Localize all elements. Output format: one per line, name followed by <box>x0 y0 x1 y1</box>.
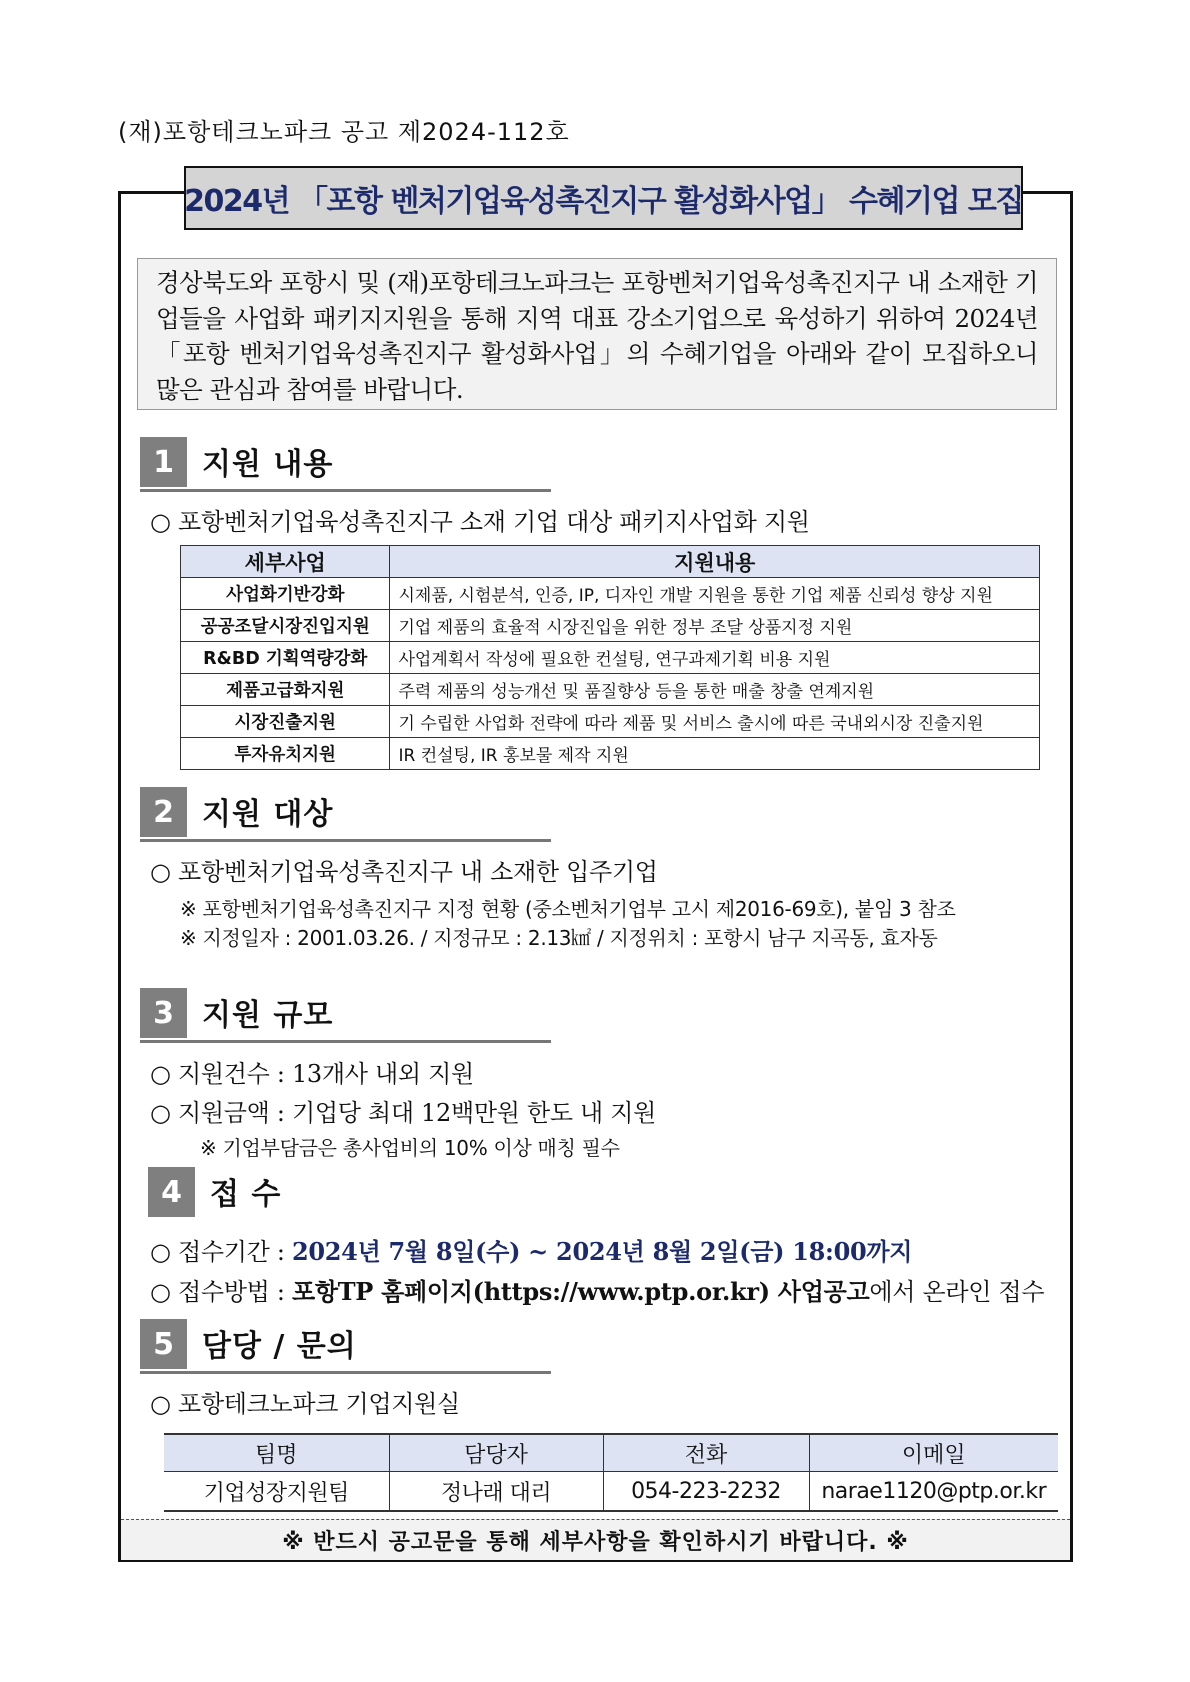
page-title: 2024년 「포항 벤처기업육성촉진지구 활성화사업」 수혜기업 모집 <box>184 184 1023 219</box>
support-amount: ○ 지원금액 : 기업당 최대 12백만원 한도 내 지원 <box>150 1099 657 1127</box>
program-name: 제품고급화지원 <box>181 674 390 706</box>
program-description: 주력 제품의 성능개선 및 품질향상 등을 통한 매출 창출 연계지원 <box>390 674 1040 706</box>
section-number: 3 <box>140 988 187 1038</box>
table-header-cell: 전화 <box>603 1434 809 1472</box>
matching-note: ※ 기업부담금은 총사업비의 10% 이상 매칭 필수 <box>200 1136 620 1160</box>
section-title: 지원 내용 <box>202 447 334 482</box>
table-row <box>181 674 1040 706</box>
section-underline <box>140 1371 551 1374</box>
table-header-row <box>181 546 1040 578</box>
section-title: 지원 규모 <box>202 998 334 1033</box>
section-5-bullet: ○ 포항테크노파크 기업지원실 <box>150 1390 460 1418</box>
section-title: 지원 대상 <box>202 797 334 832</box>
table-row <box>181 706 1040 738</box>
program-description: 기 수립한 사업화 전략에 따라 제품 및 서비스 출시에 따른 국내외시장 진출지원 <box>390 706 1040 738</box>
table-row <box>181 610 1040 642</box>
table-header-cell: 이메일 <box>809 1434 1058 1472</box>
table-row <box>181 578 1040 610</box>
section-2-bullet: ○ 포항벤처기업육성촉진지구 내 소재한 입주기업 <box>150 858 658 886</box>
method-suffix: 에서 온라인 접수 <box>869 1278 1045 1306</box>
method-value: 포항TP 홈페이지(https://www.ptp.or.kr) 사업공고 <box>291 1277 870 1306</box>
table-row <box>181 642 1040 674</box>
section-underline <box>140 489 551 492</box>
support-count: ○ 지원건수 : 13개사 내외 지원 <box>150 1060 474 1088</box>
section-title: 접 수 <box>210 1177 282 1212</box>
section-underline <box>140 839 551 842</box>
method-label: ○ 접수방법 : <box>150 1278 285 1306</box>
email-address: narae1120@ptp.or.kr <box>809 1472 1058 1512</box>
footer-notice: ※ 반드시 공고문을 통해 세부사항을 확인하시기 바랍니다. ※ <box>121 1519 1070 1560</box>
intro-paragraph: 경상북도와 포항시 및 (재)포항테크노파크는 포항벤처기업육성촉진지구 내 소재한 기업들을 사업화 패키지지원을 통해 지역 대표 강소기업으로 육성하기 위하여 2024년「포항 벤처기업육성촉진지구 활성화사업」의 수혜기업을 아래와 같이 모집하오니 많은 관심과 참여를 바랍니다. <box>137 258 1057 410</box>
team-name: 기업성장지원팀 <box>164 1472 389 1512</box>
section-title: 담당 / 문의 <box>202 1329 357 1364</box>
designation-status-note: ※ 포항벤처기업육성촉진지구 지정 현황 (중소벤처기업부 고시 제2016-69호), 붙임 3 참조 <box>180 897 956 921</box>
table-header-cell: 세부사업 <box>181 546 390 578</box>
notice-number: (재)포항테크노파크 공고 제2024-112호 <box>118 118 570 146</box>
designation-detail-note: ※ 지정일자 : 2001.03.26. / 지정규모 : 2.13㎢ / 지정위치 : 포항시 남구 지곡동, 효자동 <box>180 926 938 950</box>
application-period <box>150 1232 912 1267</box>
program-description: 사업계획서 작성에 필요한 컨설팅, 연구과제기획 비용 지원 <box>390 642 1040 674</box>
section-underline <box>140 1040 551 1043</box>
table-row <box>164 1472 1058 1512</box>
program-name: 사업화기반강화 <box>181 578 390 610</box>
section-number: 5 <box>140 1319 187 1369</box>
program-description: 기업 제품의 효율적 시장진입을 위한 정부 조달 상품지정 지원 <box>390 610 1040 642</box>
program-name: 공공조달시장진입지원 <box>181 610 390 642</box>
program-name: R&BD 기획역량강화 <box>181 642 390 674</box>
table-header-row <box>164 1434 1058 1472</box>
table-header-cell: 담당자 <box>389 1434 603 1472</box>
support-content-table <box>180 545 1040 770</box>
phone-number: 054-223-2232 <box>603 1472 809 1512</box>
table-row <box>181 738 1040 770</box>
program-description: 시제품, 시험분석, 인증, IP, 디자인 개발 지원을 통한 기업 제품 신뢰성 향상 지원 <box>390 578 1040 610</box>
contact-table <box>164 1433 1058 1512</box>
title-box <box>184 166 1023 230</box>
program-name: 시장진출지원 <box>181 706 390 738</box>
section-1-bullet: ○ 포항벤처기업육성촉진지구 소재 기업 대상 패키지사업화 지원 <box>150 508 810 536</box>
period-label: ○ 접수기간 : <box>150 1238 285 1266</box>
period-value: 2024년 7월 8일(수) ~ 2024년 8월 2일(금) 18:00까지 <box>291 1237 913 1266</box>
application-method <box>150 1272 1044 1307</box>
table-header-cell: 팀명 <box>164 1434 389 1472</box>
section-number: 4 <box>148 1167 195 1217</box>
program-name: 투자유치지원 <box>181 738 390 770</box>
section-number: 1 <box>140 437 187 487</box>
contact-person: 정나래 대리 <box>389 1472 603 1512</box>
table-header-cell: 지원내용 <box>390 546 1040 578</box>
section-number: 2 <box>140 787 187 837</box>
program-description: IR 컨설팅, IR 홍보물 제작 지원 <box>390 738 1040 770</box>
